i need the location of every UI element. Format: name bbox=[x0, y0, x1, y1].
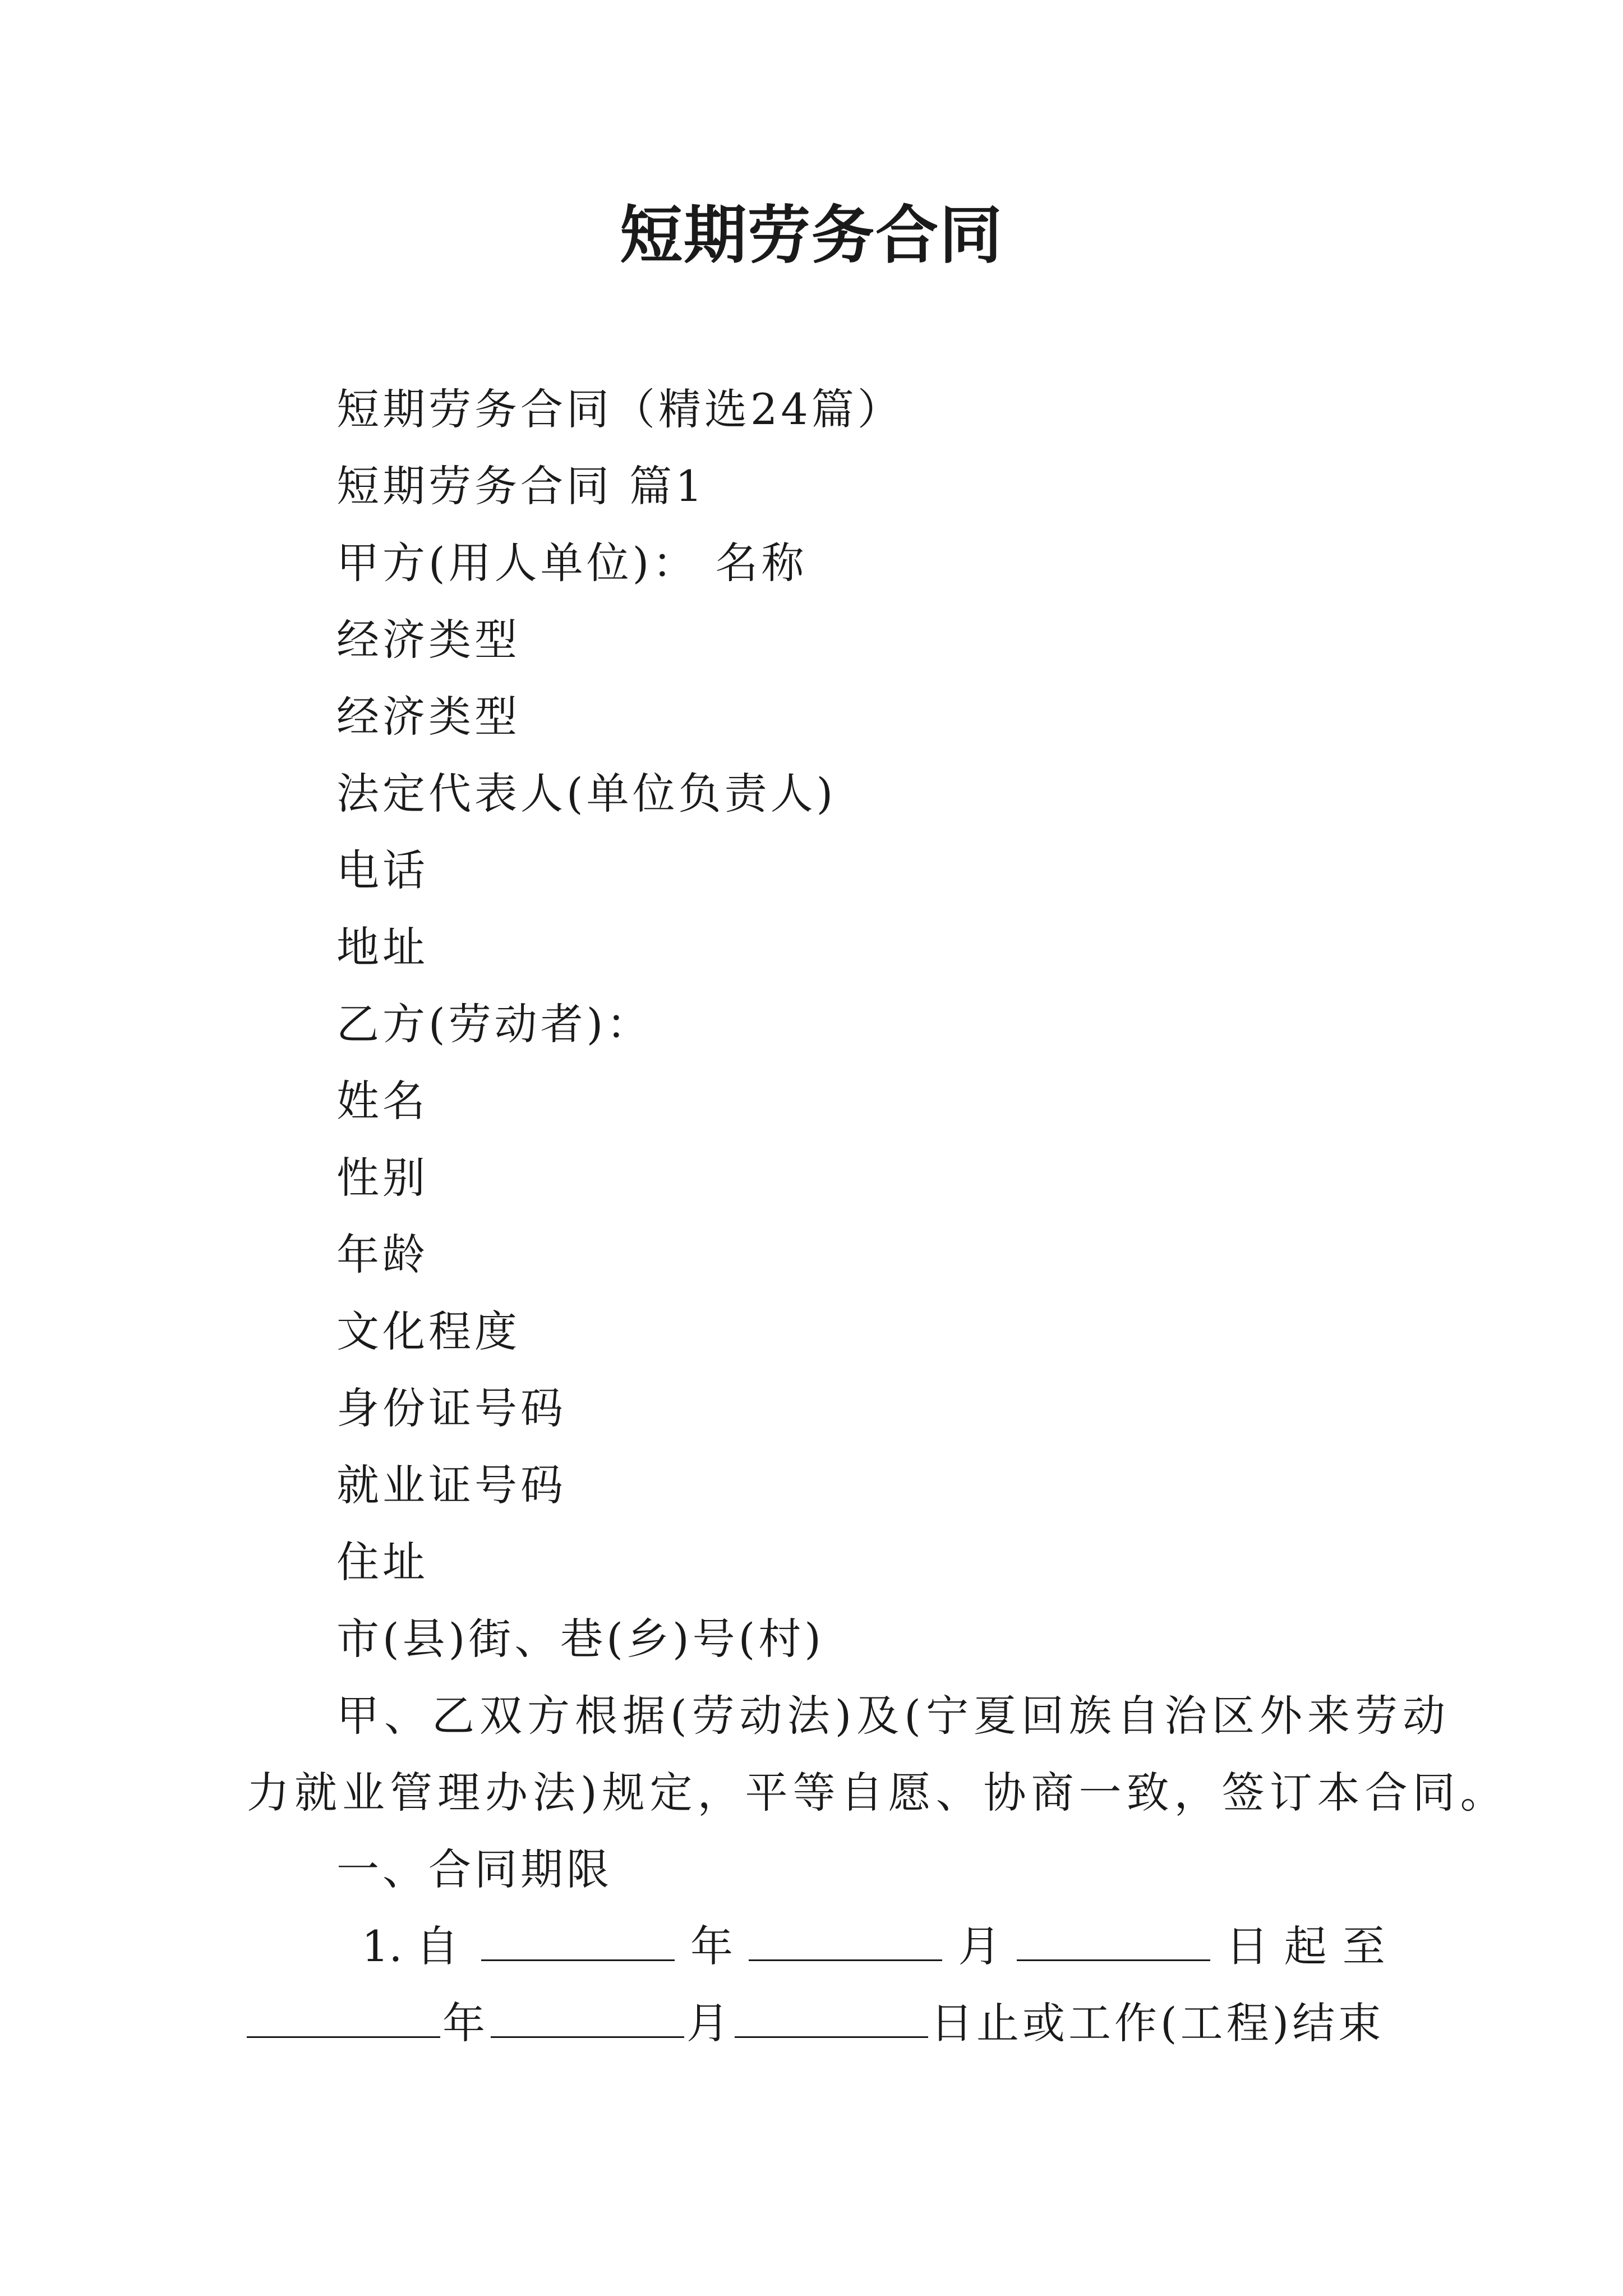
clause-year2-text: 年 bbox=[442, 1998, 488, 2048]
end-month-blank bbox=[491, 1997, 684, 2038]
clause-from-text: 自 bbox=[416, 1921, 465, 1971]
agreement-paragraph bbox=[247, 1688, 1508, 1821]
start-year-blank bbox=[481, 1920, 675, 1961]
field-residence: 住址 bbox=[336, 1537, 428, 1587]
end-year-blank bbox=[247, 1997, 440, 2038]
agreement-paragraph-line-1: 甲、乙双方根据(劳动法)及(宁夏回族自治区外来劳动 bbox=[336, 1691, 1450, 1741]
clause-number: 1. bbox=[362, 1921, 403, 1971]
field-phone: 电话 bbox=[336, 845, 428, 895]
field-economic-type-2: 经济类型 bbox=[336, 692, 520, 742]
term-clause-line-1 bbox=[362, 1918, 1401, 1975]
clause-day-from-text: 日起至 bbox=[1225, 1921, 1401, 1971]
clause-end-text: 日止或工作(工程)结束 bbox=[930, 1998, 1385, 2048]
start-month-blank bbox=[749, 1920, 942, 1961]
start-day-blank bbox=[1017, 1920, 1210, 1961]
field-legal-representative: 法定代表人(单位负责人) bbox=[336, 769, 837, 818]
party-b-heading: 乙方(劳动者)： bbox=[336, 999, 653, 1049]
field-residence-detail: 市(县)街、巷(乡)号(村) bbox=[336, 1614, 824, 1664]
clause-month-text: 月 bbox=[958, 1921, 1001, 1971]
end-day-blank bbox=[735, 1997, 928, 2038]
field-age: 年龄 bbox=[336, 1230, 428, 1280]
term-clause-line-2 bbox=[247, 1995, 1384, 2051]
party-a-heading: 甲方(用人单位)： 名称 bbox=[336, 538, 808, 588]
document-title: 短期劳务合同 bbox=[620, 199, 1003, 272]
field-name: 姓名 bbox=[336, 1076, 428, 1126]
field-employment-id: 就业证号码 bbox=[336, 1460, 566, 1510]
field-id-number: 身份证号码 bbox=[336, 1383, 566, 1433]
field-economic-type: 经济类型 bbox=[336, 615, 520, 665]
field-education: 文化程度 bbox=[336, 1306, 520, 1356]
clause-year-text: 年 bbox=[690, 1921, 734, 1971]
section-title-line: 短期劳务合同 篇1 bbox=[336, 461, 706, 511]
field-address: 地址 bbox=[336, 922, 428, 972]
clause-month2-text: 月 bbox=[686, 1998, 732, 2048]
field-gender: 性别 bbox=[336, 1153, 428, 1203]
subtitle-line: 短期劳务合同（精选24篇） bbox=[336, 384, 903, 434]
section-heading-term: 一、合同期限 bbox=[336, 1844, 612, 1894]
agreement-paragraph-line-2: 力就业管理办法)规定，平等自愿、协商一致，签订本合同。 bbox=[247, 1768, 1508, 1818]
